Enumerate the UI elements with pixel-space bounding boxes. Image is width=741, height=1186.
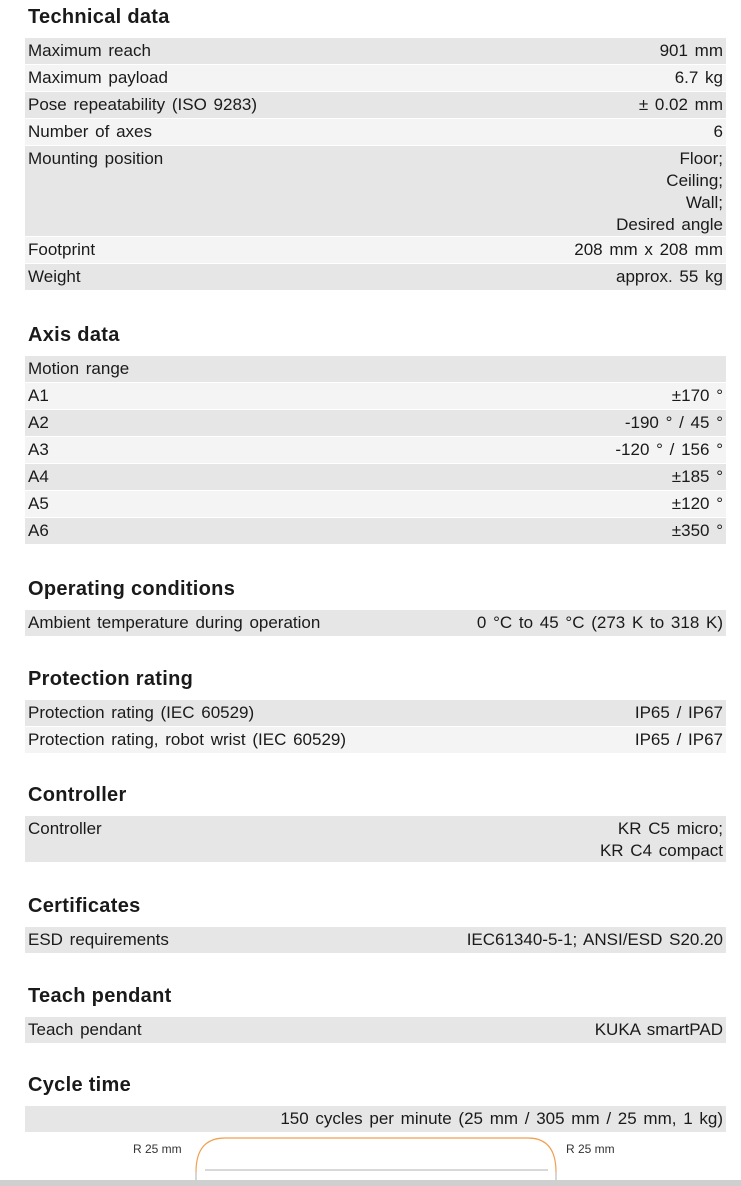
row-value <box>477 612 723 634</box>
row-value <box>280 1108 723 1130</box>
row-label: Pose repeatability (ISO 9283) <box>28 95 258 114</box>
table-row <box>25 927 726 954</box>
section-title: Protection rating <box>28 668 194 690</box>
cycle-path-diagram <box>0 1130 741 1186</box>
section-title: Teach pendant <box>28 985 172 1007</box>
value-line: ±350 ° <box>671 521 723 540</box>
row-value <box>600 818 723 862</box>
spec-table <box>25 610 726 637</box>
row-value <box>660 40 723 62</box>
value-line: KUKA smartPAD <box>594 1020 723 1039</box>
value-line: Desired angle <box>616 215 723 234</box>
value-line: Ceiling; <box>666 171 723 190</box>
section-title: Controller <box>28 784 127 806</box>
row-value <box>672 466 723 488</box>
table-row <box>25 383 726 410</box>
spec-table <box>25 1106 726 1133</box>
row-value <box>635 702 723 724</box>
row-label: A4 <box>28 467 49 486</box>
table-row <box>25 437 726 464</box>
table-row <box>25 700 726 727</box>
row-label: Mounting position <box>28 149 164 168</box>
spec-table <box>25 38 726 291</box>
radius-label-right: R 25 mm <box>566 1142 615 1156</box>
bottom-scrollbar[interactable] <box>0 1180 741 1186</box>
value-line: KR C5 micro; <box>617 819 723 838</box>
row-label: A5 <box>28 494 49 513</box>
section-title: Axis data <box>28 324 120 346</box>
radius-label-left: R 25 mm <box>133 1142 182 1156</box>
value-line: KR C4 compact <box>599 841 723 860</box>
spec-table <box>25 700 726 754</box>
table-row <box>25 92 726 119</box>
value-line: Floor; <box>679 149 723 168</box>
table-row <box>25 264 726 291</box>
row-label: Controller <box>28 819 102 838</box>
row-value <box>625 412 723 434</box>
value-line: 0 °C to 45 °C (273 K to 318 K) <box>476 613 723 632</box>
value-line: -190 ° / 45 ° <box>624 413 723 432</box>
row-value <box>467 929 723 951</box>
value-line: 6.7 kg <box>674 68 723 87</box>
row-value <box>714 121 723 143</box>
table-row <box>25 237 726 264</box>
row-label: A1 <box>28 386 49 405</box>
row-label: Protection rating (IEC 60529) <box>28 703 255 722</box>
section-cycle-time <box>25 1068 726 1133</box>
table-row <box>25 1017 726 1044</box>
value-line: 208 mm x 208 mm <box>574 240 723 259</box>
spec-table <box>25 816 726 863</box>
cycle-path-curve <box>0 1130 741 1186</box>
section-protection-rating <box>25 662 726 754</box>
row-value <box>635 729 723 751</box>
value-line: 901 mm <box>659 41 723 60</box>
row-value <box>616 148 723 236</box>
section-technical-data <box>25 0 726 291</box>
table-row <box>25 464 726 491</box>
value-line: ±170 ° <box>671 386 723 405</box>
row-value <box>616 266 723 288</box>
table-row <box>25 610 726 637</box>
table-row <box>25 816 726 863</box>
value-line: IP65 / IP67 <box>634 730 723 749</box>
table-row <box>25 727 726 754</box>
row-label: A6 <box>28 521 49 540</box>
row-label: A2 <box>28 413 49 432</box>
table-row <box>25 410 726 437</box>
section-title: Cycle time <box>28 1074 132 1096</box>
row-value <box>574 239 723 261</box>
table-row <box>25 518 726 545</box>
value-line: ±185 ° <box>671 467 723 486</box>
section-axis-data <box>25 318 726 545</box>
row-label: Weight <box>28 267 81 286</box>
value-line: IP65 / IP67 <box>634 703 723 722</box>
row-label: ESD requirements <box>28 930 169 949</box>
row-value <box>672 520 723 542</box>
table-row <box>25 491 726 518</box>
row-value <box>615 439 723 461</box>
row-label: Maximum payload <box>28 68 168 87</box>
row-label: Motion range <box>28 359 130 378</box>
table-row <box>25 119 726 146</box>
spec-table <box>25 356 726 545</box>
row-value <box>639 94 723 116</box>
row-value <box>672 385 723 407</box>
value-line: ±120 ° <box>671 494 723 513</box>
row-label: Protection rating, robot wrist (IEC 60529) <box>28 730 347 749</box>
section-title: Certificates <box>28 895 141 917</box>
table-row <box>25 356 726 383</box>
table-row <box>25 146 726 237</box>
row-label: A3 <box>28 440 49 459</box>
section-certificates <box>25 889 726 954</box>
table-row <box>25 38 726 65</box>
row-label: Number of axes <box>28 122 152 141</box>
table-row <box>25 65 726 92</box>
row-value <box>595 1019 723 1041</box>
row-label: Ambient temperature during operation <box>28 613 321 632</box>
row-label: Footprint <box>28 240 96 259</box>
row-value <box>672 493 723 515</box>
value-line: 150 cycles per minute (25 mm / 305 mm / 25 mm, 1 kg) <box>280 1109 723 1128</box>
value-line: Wall; <box>685 193 723 212</box>
section-title: Technical data <box>28 6 170 28</box>
row-value <box>675 67 723 89</box>
value-line: approx. 55 kg <box>615 267 723 286</box>
spec-table <box>25 1017 726 1044</box>
section-teach-pendant <box>25 979 726 1044</box>
section-title: Operating conditions <box>28 578 236 600</box>
value-line: 6 <box>713 122 723 141</box>
row-label: Teach pendant <box>28 1020 142 1039</box>
value-line: IEC61340-5-1; ANSI/ESD S20.20 <box>466 930 723 949</box>
row-label: Maximum reach <box>28 41 151 60</box>
section-operating-conditions <box>25 572 726 637</box>
value-line: -120 ° / 156 ° <box>615 440 723 459</box>
value-line: ± 0.02 mm <box>638 95 723 114</box>
section-controller <box>25 778 726 863</box>
table-row <box>25 1106 726 1133</box>
spec-table <box>25 927 726 954</box>
